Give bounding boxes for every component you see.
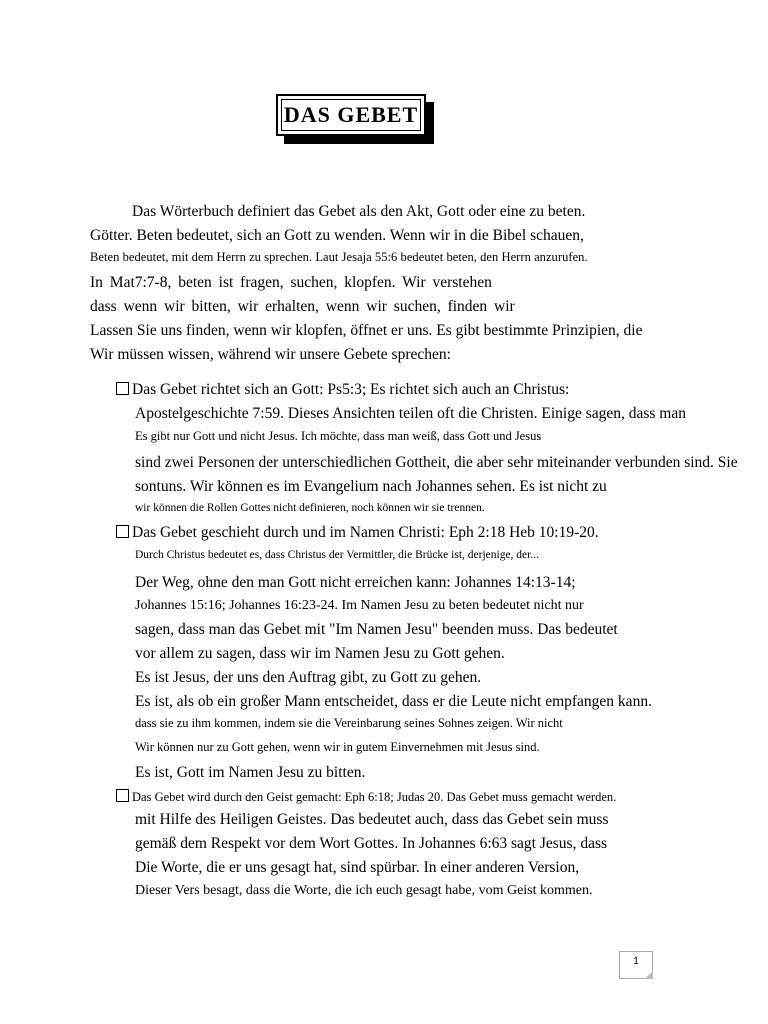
page-title: DAS GEBET: [283, 102, 419, 127]
intro-line-5: dass wenn wir bitten, wir erhalten, wenn wir suchen, finden wir: [90, 298, 515, 315]
point-2-line-8: Es ist, als ob ein großer Mann entscheidet, dass er die Leute nicht empfangen kann.: [135, 693, 652, 710]
intro-line-6: Lassen Sie uns finden, wenn wir klopfen, öffnet er uns. Es gibt bestimmte Prinzipien, die: [90, 322, 643, 339]
point-2-heading: Das Gebet geschieht durch und im Namen Christi: Eph 2:18 Heb 10:19-20.: [116, 525, 599, 541]
point-3-line-5: Dieser Vers besagt, dass die Worte, die ich euch gesagt habe, vom Geist kommen.: [135, 883, 593, 898]
point-1-line-6: wir können die Rollen Gottes nicht definieren, noch können wir sie trennen.: [135, 502, 485, 514]
point-1-line-3: Es gibt nur Gott und nicht Jesus. Ich möchte, dass man weiß, dass Gott und Jesus: [135, 429, 542, 443]
title-box: [276, 94, 426, 136]
page-number-tag: [619, 951, 653, 979]
point-3-line-3: gemäß dem Respekt vor dem Wort Gottes. In Johannes 6:63 sagt Jesus, dass: [135, 835, 608, 852]
checkbox-bullet-icon: [116, 525, 129, 538]
point-2-line-4: Johannes 15:16; Johannes 16:23-24. Im Namen Jesu zu beten bedeutet nicht nur: [135, 598, 584, 613]
title-frame: [276, 94, 426, 136]
point-1-line-2: Apostelgeschichte 7:59. Dieses Ansichten teilen oft die Christen. Einige sagen, dass man: [135, 405, 686, 422]
point-2-line-10: Wir können nur zu Gott gehen, wenn wir in gutem Einvernehmen mit Jesus sind.: [135, 740, 540, 754]
point-2-line-9: dass sie zu ihm kommen, indem sie die Vereinbarung seines Sohnes zeigen. Wir nicht: [135, 716, 563, 730]
checkbox-bullet-icon: [116, 789, 129, 802]
checkbox-bullet-icon: [116, 382, 129, 395]
intro-line-2: Götter. Beten bedeutet, sich an Gott zu wenden. Wenn wir in die Bibel schauen,: [90, 227, 584, 244]
point-3-line-4: Die Worte, die er uns gesagt hat, sind spürbar. In einer anderen Version,: [135, 859, 580, 876]
point-1-heading: Das Gebet richtet sich an Gott: Ps5:3; Es richtet sich auch an Christus:: [116, 382, 569, 398]
intro-line-3: Beten bedeutet, mit dem Herrn zu sprechen. Laut Jesaja 55:6 bedeutet beten, den Herrn anzurufen.: [90, 250, 588, 264]
page-number: 1: [633, 956, 639, 967]
point-2-line-5: sagen, dass man das Gebet mit "Im Namen Jesu" beenden muss. Das bedeutet: [135, 621, 618, 638]
point-3-heading: Das Gebet wird durch den Geist gemacht: Eph 6:18; Judas 20. Das Gebet muss gemacht werden.: [116, 789, 616, 804]
point-2-line-7: Es ist Jesus, der uns den Auftrag gibt, zu Gott zu gehen.: [135, 669, 482, 686]
page-fold-icon: [645, 971, 653, 979]
intro-line-4: In Mat7:7-8, beten ist fragen, suchen, klopfen. Wir verstehen: [90, 274, 492, 291]
point-1-line-5: sontuns. Wir können es im Evangelium nach Johannes sehen. Es ist nicht zu: [135, 478, 607, 495]
point-2-line-2: Durch Christus bedeutet es, dass Christus der Vermittler, die Brücke ist, derjenige, der...: [135, 549, 539, 561]
point-2-line-3: Der Weg, ohne den man Gott nicht erreichen kann: Johannes 14:13-14;: [135, 574, 576, 591]
point-2-line-6: vor allem zu sagen, dass wir im Namen Jesu zu Gott gehen.: [135, 645, 505, 662]
intro-line-1: Das Wörterbuch definiert das Gebet als den Akt, Gott oder eine zu beten.: [132, 203, 586, 220]
point-2-line-11: Es ist, Gott im Namen Jesu zu bitten.: [135, 764, 366, 781]
point-3-line-2: mit Hilfe des Heiligen Geistes. Das bedeutet auch, dass das Gebet sein muss: [135, 811, 609, 828]
intro-line-7: Wir müssen wissen, während wir unsere Gebete sprechen:: [90, 346, 451, 363]
point-1-line-4: sind zwei Personen der unterschiedlichen Gottheit, die aber sehr miteinander verbunden sind. Sie: [135, 454, 738, 471]
